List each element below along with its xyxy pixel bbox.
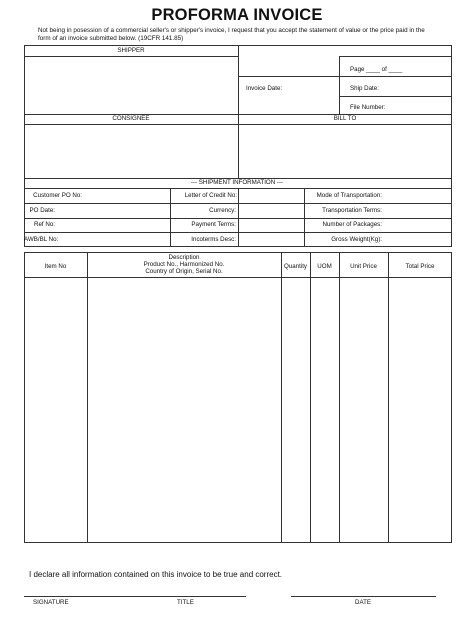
customer-po-label: Customer PO No: <box>33 192 82 199</box>
col-description-line-1: Description <box>168 254 200 261</box>
date-line[interactable] <box>291 596 436 597</box>
title-label: TITLE <box>177 599 194 606</box>
letter-of-credit-label: Letter of Credit No: <box>184 192 237 199</box>
divider <box>238 76 452 77</box>
divider <box>339 56 340 114</box>
awb-bl-label: AWB/BL No: <box>24 236 59 243</box>
col-total-price: Total Price <box>405 263 435 270</box>
incoterms-label: Incoterms Desc: <box>191 236 236 243</box>
ref-no-label: Ref No: <box>34 221 55 228</box>
mode-of-transportation-label: Mode of Transportation: <box>316 192 382 199</box>
intro-statement: Not being in posession of a commercial seller's or shipper's invoice, I request that you accept the statement of value or the price paid in the form of an invoice submitted below. (19CFR 141.85) <box>38 27 425 42</box>
payment-terms-label: Payment Terms: <box>191 221 236 228</box>
invoice-date-label: Invoice Date: <box>246 85 283 92</box>
divider <box>238 45 239 179</box>
col-uom: UOM <box>317 263 332 270</box>
ship-date-label: Ship Date: <box>350 85 379 92</box>
divider <box>87 252 88 543</box>
currency-label: Currency: <box>209 207 236 214</box>
gross-weight-label: Gross Weight(Kg): <box>331 236 382 243</box>
page-count-label: Page ____ of ____ <box>350 66 403 73</box>
signature-label: SIGNATURE <box>33 599 69 606</box>
divider <box>238 188 239 247</box>
consignee-label: CONSIGNEE <box>112 115 150 122</box>
col-quantity: Quantity <box>283 263 308 270</box>
page-title: PROFORMA INVOICE <box>151 6 323 24</box>
divider <box>388 252 389 543</box>
divider <box>24 56 238 57</box>
col-item-no: Item No <box>44 263 67 270</box>
divider <box>339 96 452 97</box>
divider <box>24 124 452 125</box>
file-number-label: File Number: <box>350 104 386 111</box>
bill-to-label: BILL TO <box>333 115 357 122</box>
declaration-text: I declare all information contained on this invoice to be true and correct. <box>29 570 283 579</box>
divider <box>281 252 282 543</box>
col-unit-price: Unit Price <box>350 263 377 270</box>
transportation-terms-label: Transportation Terms: <box>322 207 382 214</box>
shipper-label: SHIPPER <box>117 47 145 54</box>
po-date-label: PO Date: <box>29 207 55 214</box>
divider <box>339 56 452 57</box>
signature-line[interactable] <box>24 596 246 597</box>
divider <box>339 252 340 543</box>
col-description-line-2: Product No., Harmonized No. <box>143 261 225 268</box>
shipment-section-title: --- SHIPMENT INFORMATION --- <box>190 179 284 186</box>
col-description-line-3: Country of Origin, Serial No. <box>145 268 223 275</box>
number-of-packages-label: Number of Packages: <box>322 221 382 228</box>
date-label: DATE <box>355 599 372 606</box>
divider <box>310 252 311 543</box>
